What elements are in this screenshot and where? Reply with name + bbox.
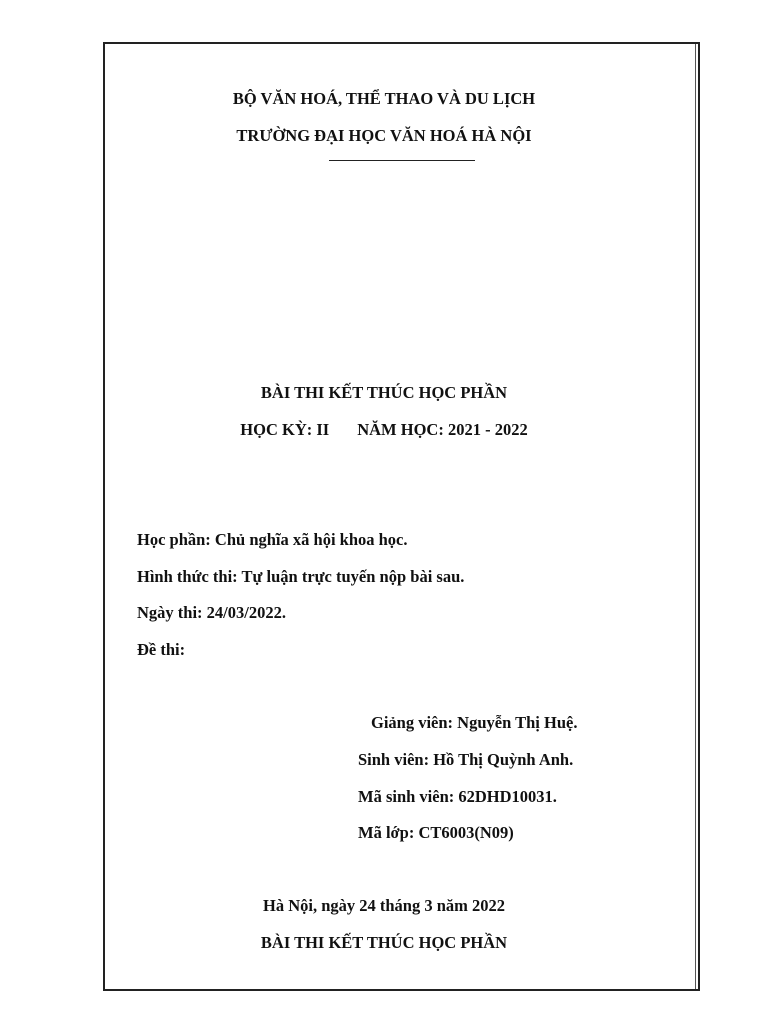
ministry-heading: BỘ VĂN HOÁ, THỂ THAO VÀ DU LỊCH (232, 89, 536, 108)
course-line: Học phần: Chủ nghĩa xã hội khoa học. (137, 530, 408, 549)
lecturer-line: Giảng viên: Nguyễn Thị Huệ. (371, 713, 578, 732)
semester-label: HỌC KỲ: II (240, 420, 330, 439)
exam-date-line: Ngày thi: 24/03/2022. (137, 603, 286, 622)
school-year-label: NĂM HỌC: 2021 - 2022 (357, 420, 528, 439)
place-date-line: Hà Nội, ngày 24 tháng 3 năm 2022 (262, 896, 506, 915)
semester-line (0, 420, 768, 440)
footer-title: BÀI THI KẾT THÚC HỌC PHẦN (260, 933, 508, 952)
class-code-line: Mã lớp: CT6003(N09) (358, 823, 514, 842)
page-border (103, 42, 700, 991)
student-line: Sinh viên: Hồ Thị Quỳnh Anh. (358, 750, 574, 769)
exam-title: BÀI THI KẾT THÚC HỌC PHẦN (260, 383, 508, 402)
student-id-line: Mã sinh viên: 62DHD10031. (358, 787, 557, 806)
school-heading: TRƯỜNG ĐẠI HỌC VĂN HOÁ HÀ NỘI (236, 126, 532, 145)
format-line: Hình thức thi: Tự luận trực tuyến nộp bài sau. (137, 567, 465, 586)
heading-divider (329, 160, 475, 161)
question-line: Đề thi: (137, 640, 186, 659)
